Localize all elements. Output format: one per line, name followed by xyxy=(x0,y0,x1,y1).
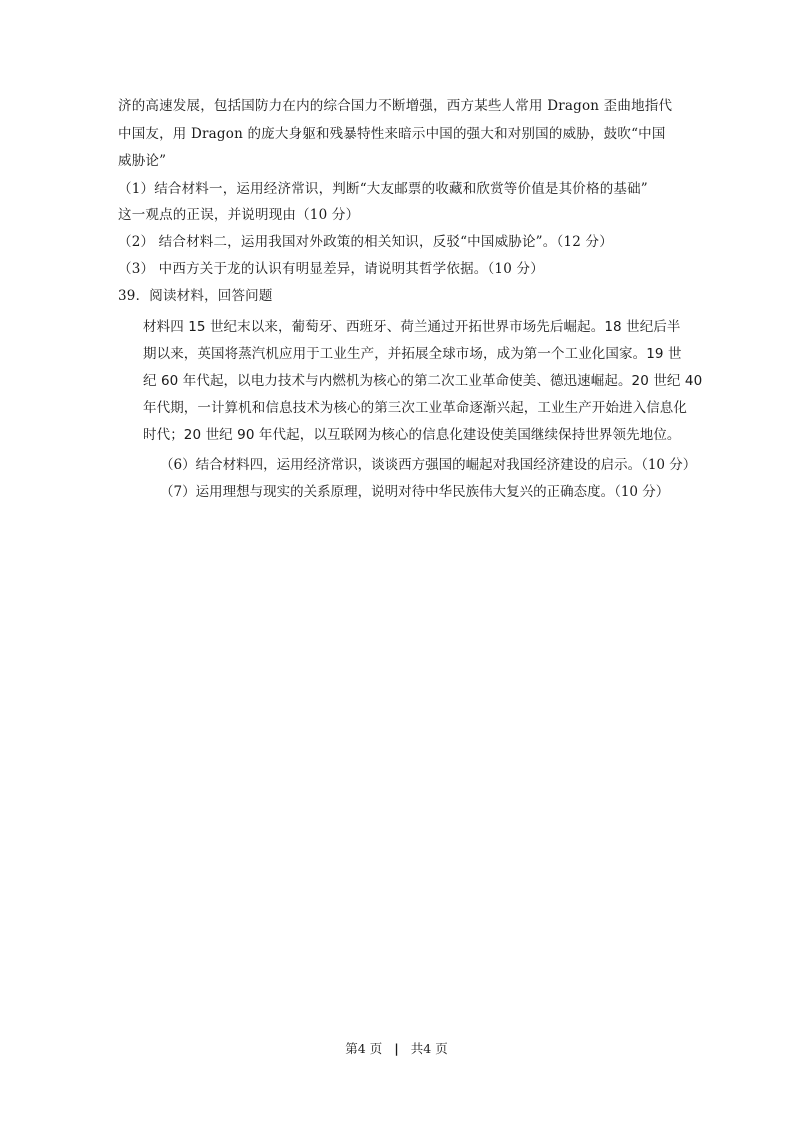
current-page-number: 第4 页 xyxy=(345,1041,383,1056)
material-line: 纪 60 年代起，以电力技术与内燃机为核心的第二次工业革命使美、德迅速崛起。20 世纪 40 xyxy=(143,373,703,389)
material-four xyxy=(143,314,703,449)
page-footer xyxy=(0,1040,793,1058)
question-39-6: （6）结合材料四，运用经济常识，谈谈西方强国的崛起对我国经济建设的启示。（10 分） xyxy=(160,457,697,473)
intro-line-2: 中国友，用 Dragon 的庞大身躯和残暴特性来暗示中国的强大和对别国的威胁，鼓吹“中国 xyxy=(118,126,666,142)
material-line: 材料四 15 世纪末以来，葡萄牙、西班牙、荷兰通过开拓世界市场先后崛起。18 世纪后半 xyxy=(143,319,681,335)
question-39-7: （7）运用理想与现实的关系原理，说明对待中华民族伟大复兴的正确态度。（10 分） xyxy=(160,484,670,500)
material-line: 时代；20 世纪 90 年代起，以互联网为核心的信息化建设使美国继续保持世界领先地位。 xyxy=(143,427,681,443)
footer-separator: | xyxy=(394,1041,399,1056)
question-39-heading: 39．阅读材料，回答问题 xyxy=(118,288,273,304)
intro-line-3: 威胁论” xyxy=(118,153,167,169)
question-38-1-line-2: 这一观点的正误，并说明现由（10 分） xyxy=(118,207,360,223)
question-38-3: （3） 中西方关于龙的认识有明显差异，请说明其哲学依据。（10 分） xyxy=(118,261,544,277)
question-38-2: （2） 结合材料二，运用我国对外政策的相关知识，反驳“中国威胁论”。（12 分） xyxy=(118,234,613,250)
intro-line-1: 济的高速发展，包括国防力在内的综合国力不断增强，西方某些人常用 Dragon 歪曲地指代 xyxy=(118,98,673,114)
material-line: 期以来，英国将蒸汽机应用于工业生产，并拓展全球市场，成为第一个工业化国家。19 世 xyxy=(143,346,682,362)
material-line: 年代期，一计算机和信息技术为核心的第三次工业革命逐渐兴起，工业生产开始进入信息化 xyxy=(143,400,687,416)
question-38-1-line-1: （1）结合材料一，运用经济常识，判断“大友邮票的收藏和欣赏等价值是其价格的基础” xyxy=(118,181,648,197)
total-page-count: 共4 页 xyxy=(410,1041,448,1056)
